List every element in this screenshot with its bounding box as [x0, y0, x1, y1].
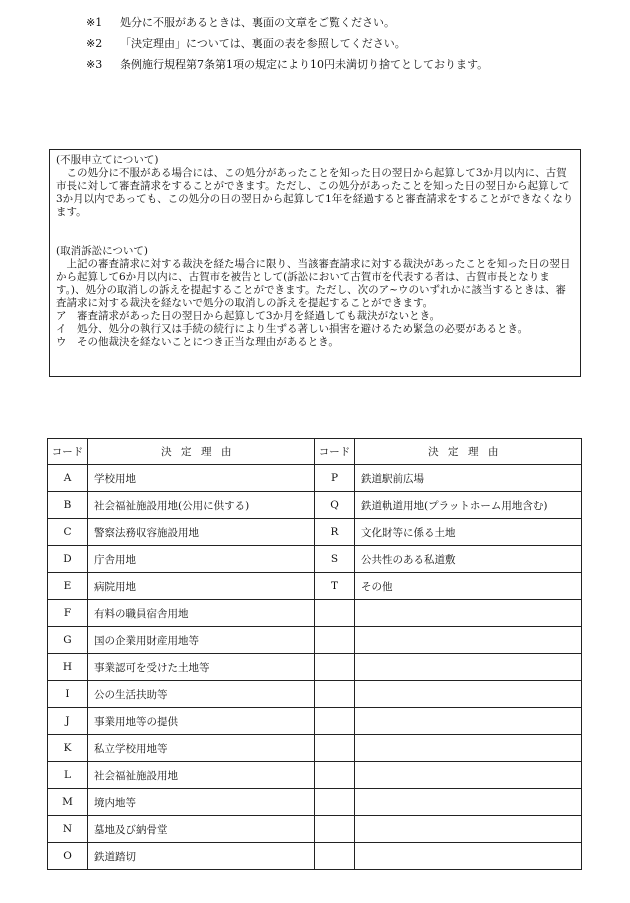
left-reason-cell: 警察法務収容施設用地	[88, 519, 315, 546]
left-code-cell: H	[48, 654, 88, 681]
table-row	[48, 627, 582, 654]
left-reason-cell: 社会福祉施設用地(公用に供する)	[88, 492, 315, 519]
table-row	[48, 681, 582, 708]
left-reason-cell: 公の生活扶助等	[88, 681, 315, 708]
right-code-cell	[315, 708, 355, 735]
objection-heading: (不服申立てについて)	[56, 154, 159, 166]
note-text: 「決定理由」については、裏面の表を参照してください。	[120, 37, 406, 50]
right-reason-cell	[355, 681, 582, 708]
left-code-cell: A	[48, 465, 88, 492]
right-reason-cell	[355, 762, 582, 789]
right-code-cell	[315, 816, 355, 843]
right-code-cell	[315, 681, 355, 708]
left-code-cell: E	[48, 573, 88, 600]
right-reason-cell	[355, 735, 582, 762]
left-code-cell: F	[48, 600, 88, 627]
left-code-cell: L	[48, 762, 88, 789]
right-reason-cell: 鉄道軌道用地(プラットホーム用地含む)	[355, 492, 582, 519]
left-code-cell: I	[48, 681, 88, 708]
note-mark: ※2	[86, 37, 103, 50]
left-code-cell: B	[48, 492, 88, 519]
left-reason-cell: 病院用地	[88, 573, 315, 600]
objection-body: この処分に不服がある場合には、この処分があったことを知った日の翌日から起算して3か月以内に、古賀市長に対して審査請求をすることができます。ただし、この処分があったことを知った日の翌日から起算して3か月以内であっても、この処分の日の翌日から起算して1年を経過すると審査請求をすることができなくなります。	[56, 167, 574, 218]
right-reason-cell	[355, 843, 582, 870]
left-reason-cell: 庁舎用地	[88, 546, 315, 573]
right-code-cell	[315, 627, 355, 654]
header-reason-right: 決定理由	[355, 439, 582, 465]
condition-u: ウ その他裁決を経ないことにつき正当な理由があるとき。	[56, 336, 339, 348]
table-row	[48, 654, 582, 681]
header-reason-left: 決定理由	[88, 439, 315, 465]
right-code-cell	[315, 762, 355, 789]
left-reason-cell: 事業認可を受けた土地等	[88, 654, 315, 681]
right-reason-cell: 鉄道駅前広場	[355, 465, 582, 492]
left-reason-cell: 有料の職員宿舎用地	[88, 600, 315, 627]
note-mark: ※1	[86, 16, 103, 29]
right-code-cell: R	[315, 519, 355, 546]
left-reason-cell: 私立学校用地等	[88, 735, 315, 762]
note-mark: ※3	[86, 58, 103, 71]
lawsuit-heading: (取消訴訟について)	[56, 245, 148, 257]
left-reason-cell: 境内地等	[88, 789, 315, 816]
left-code-cell: M	[48, 789, 88, 816]
right-code-cell: P	[315, 465, 355, 492]
header-code-right: コード	[315, 439, 355, 465]
table-row	[48, 843, 582, 870]
left-code-cell: G	[48, 627, 88, 654]
right-reason-cell: その他	[355, 573, 582, 600]
left-reason-cell: 鉄道踏切	[88, 843, 315, 870]
left-reason-cell: 事業用地等の提供	[88, 708, 315, 735]
right-reason-cell	[355, 816, 582, 843]
left-reason-cell: 墓地及び納骨堂	[88, 816, 315, 843]
note-1	[86, 12, 606, 33]
left-reason-cell: 学校用地	[88, 465, 315, 492]
left-code-cell: D	[48, 546, 88, 573]
right-code-cell: T	[315, 573, 355, 600]
left-reason-cell: 国の企業用財産用地等	[88, 627, 315, 654]
right-reason-cell	[355, 789, 582, 816]
table-row	[48, 600, 582, 627]
note-2	[86, 33, 606, 54]
right-code-cell	[315, 735, 355, 762]
table-row	[48, 816, 582, 843]
table-row	[48, 492, 582, 519]
left-reason-cell: 社会福祉施設用地	[88, 762, 315, 789]
table-row	[48, 546, 582, 573]
table-row	[48, 762, 582, 789]
condition-a: ア 審査請求があった日の翌日から起算して3か月を経過しても裁決がないとき。	[56, 310, 441, 322]
right-reason-cell	[355, 600, 582, 627]
note-3	[86, 54, 606, 75]
table-row	[48, 519, 582, 546]
left-code-cell: O	[48, 843, 88, 870]
note-text: 処分に不服があるときは、裏面の文章をご覧ください。	[120, 16, 395, 29]
right-code-cell	[315, 654, 355, 681]
right-code-cell	[315, 843, 355, 870]
lawsuit-body: 上記の審査請求に対する裁決を経た場合に限り、当該審査請求に対する裁決があったことを知った日の翌日から起算して6か月以内に、古賀市を被告として(訴訟において古賀市を代表する者は、古賀市長となります。)、処分の取消しの訴えを提起することができます。ただし、次のア~ウのいずれかに該当するときは、審査請求に対する裁決を経ないで処分の取消しの訴えを提起することができます。	[56, 258, 571, 309]
condition-i: イ 処分、処分の執行又は手続の続行により生ずる著しい損害を避けるため緊急の必要があるとき。	[56, 323, 529, 335]
appeal-info-box	[49, 149, 581, 377]
table-row	[48, 708, 582, 735]
table-row	[48, 465, 582, 492]
reason-code-table	[47, 438, 582, 870]
right-reason-cell: 文化財等に係る土地	[355, 519, 582, 546]
notes-section	[86, 12, 606, 75]
right-reason-cell	[355, 627, 582, 654]
right-code-cell	[315, 600, 355, 627]
right-reason-cell	[355, 708, 582, 735]
left-code-cell: C	[48, 519, 88, 546]
left-code-cell: K	[48, 735, 88, 762]
right-reason-cell: 公共性のある私道敷	[355, 546, 582, 573]
right-code-cell: Q	[315, 492, 355, 519]
left-code-cell: N	[48, 816, 88, 843]
left-code-cell: J	[48, 708, 88, 735]
note-text: 条例施行規程第7条第1項の規定により10円未満切り捨てとしております。	[120, 58, 489, 71]
header-code-left: コード	[48, 439, 88, 465]
right-reason-cell	[355, 654, 582, 681]
right-code-cell: S	[315, 546, 355, 573]
right-code-cell	[315, 789, 355, 816]
table-row	[48, 573, 582, 600]
table-row	[48, 789, 582, 816]
table-row	[48, 735, 582, 762]
table-header-row	[48, 439, 582, 465]
